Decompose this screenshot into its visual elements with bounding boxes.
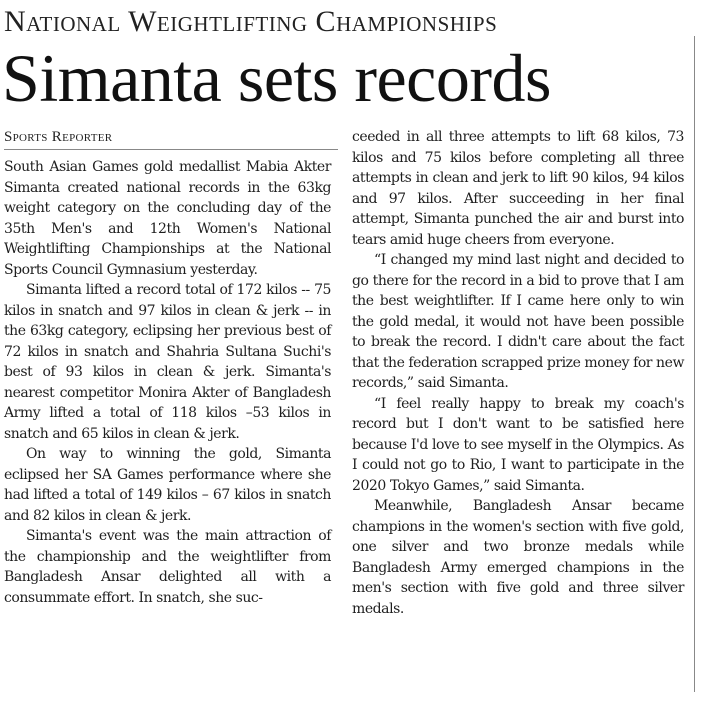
column-1	[4, 157, 331, 608]
paragraph: On way to winning the gold, Simanta eclipsed her SA Games performance where she had lifted a total of 149 kilos – 67 kilos in snatch and 82 kilos in clean & jerk.	[4, 446, 331, 524]
paragraph: ceeded in all three attempts to lift 68 kilos, 73 kilos and 75 kilos before completing all three attempts in clean and jerk to lift 90 kilos, 94 kilos and 97 kilos. After succeeding in her final attempt, Simanta punched the air and burst into tears amid huge cheers from everyone.	[352, 129, 684, 248]
paragraph: “I changed my mind last night and decided to go there for the record in a bid to prove that I am the best weightlifter. If I came here only to win the gold medal, it would not have been possible to break the record. I didn't care about the fact that the federation scrapped prize money for new records,” said Simanta.	[352, 252, 684, 391]
paragraph: South Asian Games gold medallist Mabia Akter Simanta created national records in the 63kg weight category on the concluding day of the 35th Men's and 12th Women's National Weightlifting Championships at the National Sports Council Gymnasium yesterday.	[4, 159, 331, 278]
byline-rule	[4, 149, 338, 150]
column-divider	[694, 36, 695, 692]
column-2	[352, 127, 684, 619]
kicker: National Weightlifting Championships	[4, 5, 498, 38]
paragraph: Meanwhile, Bangladesh Ansar became champions in the women's section with five gold, one silver and two bronze medals while Bangladesh Army emerged champions in the men's section with five gold and three silver medals.	[352, 498, 684, 617]
paragraph: Simanta lifted a record total of 172 kilos -- 75 kilos in snatch and 97 kilos in clean & jerk -- in the 63kg category, eclipsing her previous best of 72 kilos in snatch and Shahria Sultana Suchi's best of 93 kilos in clean & jerk. Simanta's nearest competitor Monira Akter of Bangladesh Army lifted a total of 118 kilos –53 kilos in snatch and 65 kilos in clean & jerk.	[4, 282, 331, 442]
paragraph: “I feel really happy to break my coach's record but I don't want to be satisfied here because I'd love to see myself in the Olympics. As I could not go to Rio, I want to participate in the 2020 Tokyo Games,” said Simanta.	[352, 395, 684, 494]
paragraph: Simanta's event was the main attraction of the championship and the weightlifter from Bangladesh Ansar delighted all with a consummate effort. In snatch, she suc-	[4, 528, 331, 606]
byline: Sports Reporter	[4, 129, 113, 145]
headline: Simanta sets records	[2, 40, 551, 116]
